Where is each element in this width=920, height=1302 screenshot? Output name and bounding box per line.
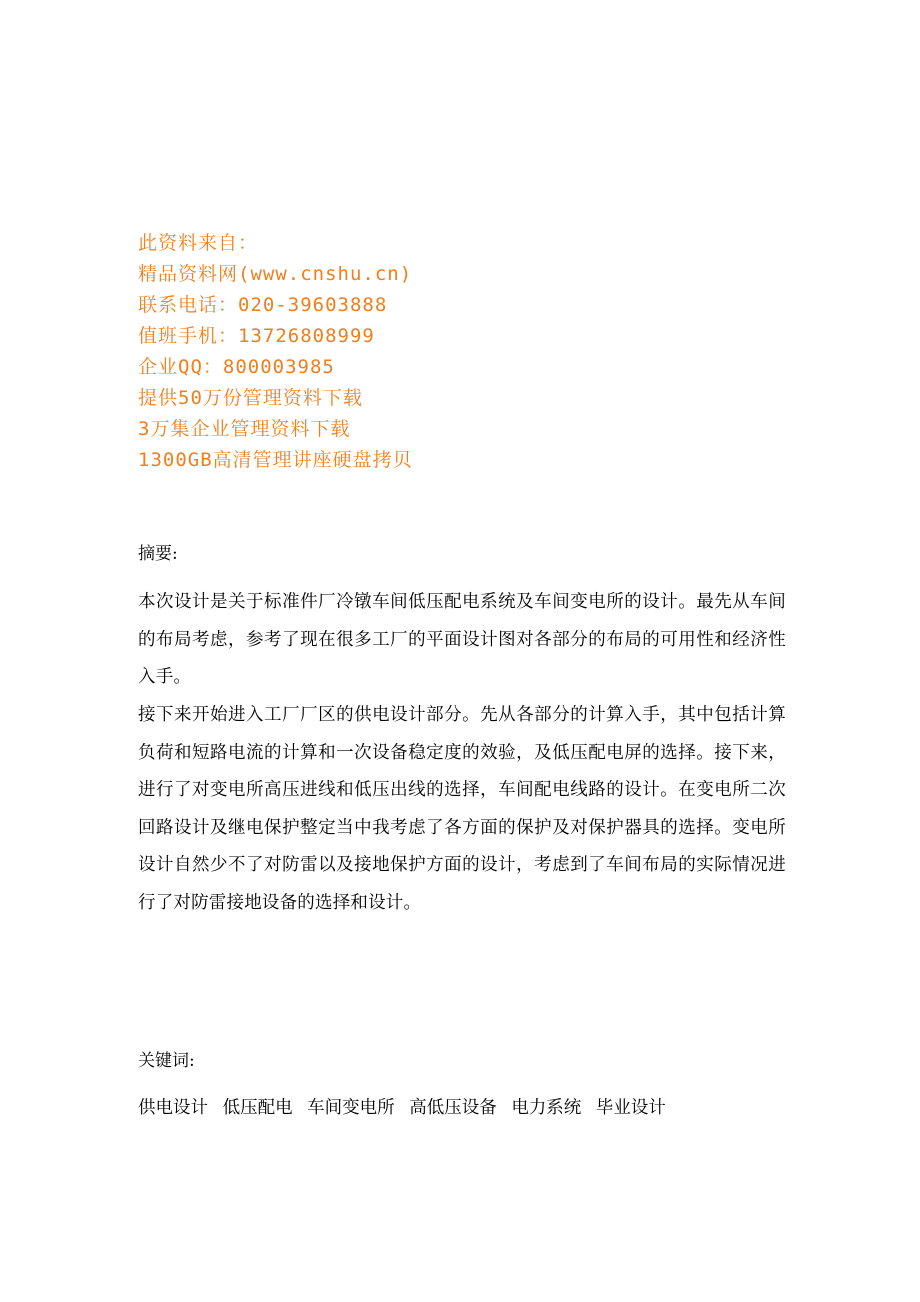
keyword: 高低压设备 [409, 1098, 497, 1118]
abstract-heading: 摘要: [138, 544, 178, 564]
ad-line-qq: 企业QQ：800003985 [138, 356, 335, 378]
ad-line-mobile: 值班手机：13726808999 [138, 325, 375, 347]
ad-line-phone: 联系电话：020-39603888 [138, 294, 388, 316]
abstract-paragraph: 接下来开始进入工厂厂区的供电设计部分。先从各部分的计算入手，其中包括计算负荷和短路电流的计算和一次设备稳定度的效验，及低压配电屏的选择。接下来，进行了对变电所高压进线和低压出线的选择，车间配电线路的设计。在变电所二次回路设计及继电保护整定当中我考虑了各方面的保护及对保护器具的选择。变电所设计自然少不了对防雷以及接地保护方面的设计，考虑到了车间布局的实际情况进行了对防雷接地设备的选择和设计。 [138, 705, 786, 913]
ad-line-website: 精品资料网(www.cnshu.cn) [138, 263, 413, 285]
ad-line-offer-3: 1300GB高清管理讲座硬盘拷贝 [138, 449, 413, 471]
keyword: 车间变电所 [307, 1098, 395, 1118]
keyword: 电力系统 [511, 1098, 582, 1118]
ad-line-offer-2: 3万集企业管理资料下载 [138, 418, 351, 440]
ad-line-offer-1: 提供50万份管理资料下载 [138, 387, 363, 409]
keywords-list [138, 1094, 675, 1122]
keyword: 毕业设计 [595, 1098, 666, 1118]
keyword: 供电设计 [138, 1098, 208, 1118]
keywords-heading: 关键词: [138, 1051, 195, 1071]
abstract-paragraph: 本次设计是关于标准件厂冷镦车间低压配电系统及车间变电所的设计。最先从车间的布局考虑，参考了现在很多工厂的平面设计图对各部分的布局的可用性和经济性入手。 [138, 592, 786, 688]
source-advertisement [138, 228, 738, 476]
keyword: 低压配电 [222, 1098, 293, 1118]
ad-line-source: 此资料来自： [138, 232, 259, 254]
